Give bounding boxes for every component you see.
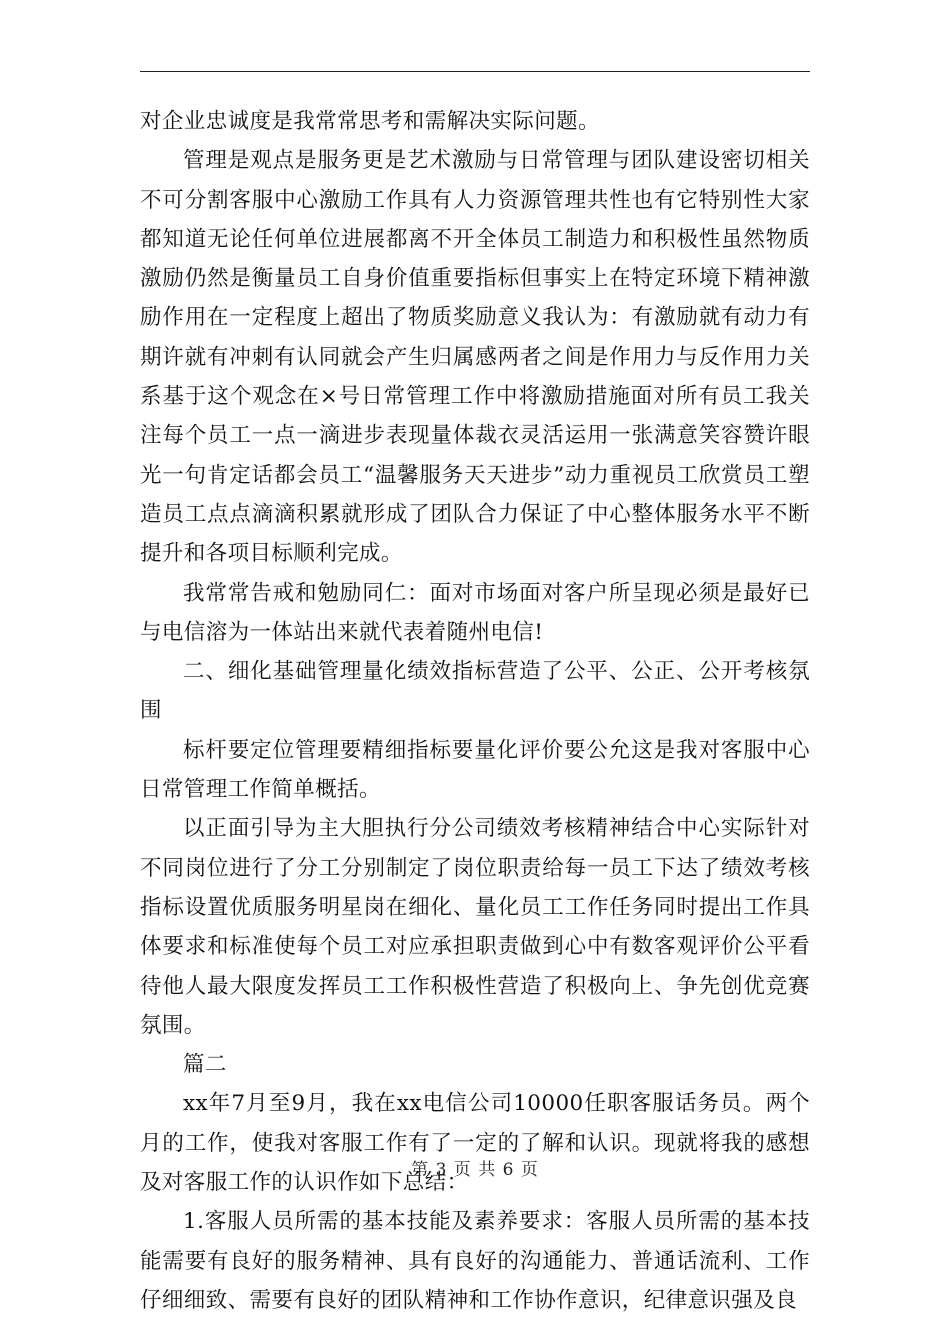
paragraph-6: xx年7月至9月，我在xx电信公司10000任职客服话务员。两个月的工作，使我对客服工作有了一定的了解和认识。现就将我的感想及对客服工作的认识作如下总结：	[140, 1091, 810, 1196]
document-body	[140, 102, 810, 1320]
paragraph-5: 以正面引导为主大胆执行分公司绩效考核精神结合中心实际针对不同岗位进行了分工分别制定了岗位职责给每一员工下达了绩效考核指标设置优质服务明星岗在细化、量化员工工作任务同时提出工作具体要求和标准使每个员工对应承担职责做到心中有数客观评价公平看待他人最大限度发挥员工工作积极性营造了积极向上、争先创优竞赛氛围。	[140, 816, 810, 1038]
section-heading-2: 二、细化基础管理量化绩效指标营造了公平、公正、公开考核氛围	[140, 659, 810, 724]
paragraph-3: 我常常告戒和勉励同仁：面对市场面对客户所呈现必须是最好已与电信溶为一体站出来就代表着随州电信!	[140, 580, 810, 645]
paragraph-4: 标杆要定位管理要精细指标要量化评价要公允这是我对客服中心日常管理工作简单概括。	[140, 737, 810, 803]
page-number: 第 3 页 共 6 页	[411, 1160, 539, 1180]
paragraph-1: 对企业忠诚度是我常常思考和需解决实际问题。	[140, 109, 600, 134]
part-heading: 篇二	[183, 1052, 227, 1078]
paragraph-2: 管理是观点是服务更是艺术激励与日常管理与团队建设密切相关不可分割客服中心激励工作具有人力资源管理共性也有它特别性大家都知道无论任何单位进展都离不开全体员工制造力和积极性虽然物质激励仍然是衡量员工自身价值重要指标但事实上在特定环境下精神激励作用在一定程度上超出了物质奖励意义我认为：有激励就有动力有期许就有冲刺有认同就会产生归属感两者之间是作用力与反作用力关系基于这个观念在×号日常管理工作中将激励措施面对所有员工我关注每个员工一点一滴进步表现量体裁衣灵活运用一张满意笑容赞许眼光一句肯定话都会员工“温馨服务天天进步”动力重视员工欣赏员工塑造员工点点滴滴积累就形成了团队合力保证了中心整体服务水平不断提升和各项目标顺利完成。	[140, 148, 810, 567]
paragraph-7: 1.客服人员所需的基本技能及素养要求：客服人员所需的基本技能需要有良好的服务精神、具有良好的沟通能力、普通话流利、工作仔细细致、需要有良好的团队精神和工作协作意识，纪律意识强及良	[140, 1209, 810, 1313]
header-rule	[140, 71, 810, 72]
